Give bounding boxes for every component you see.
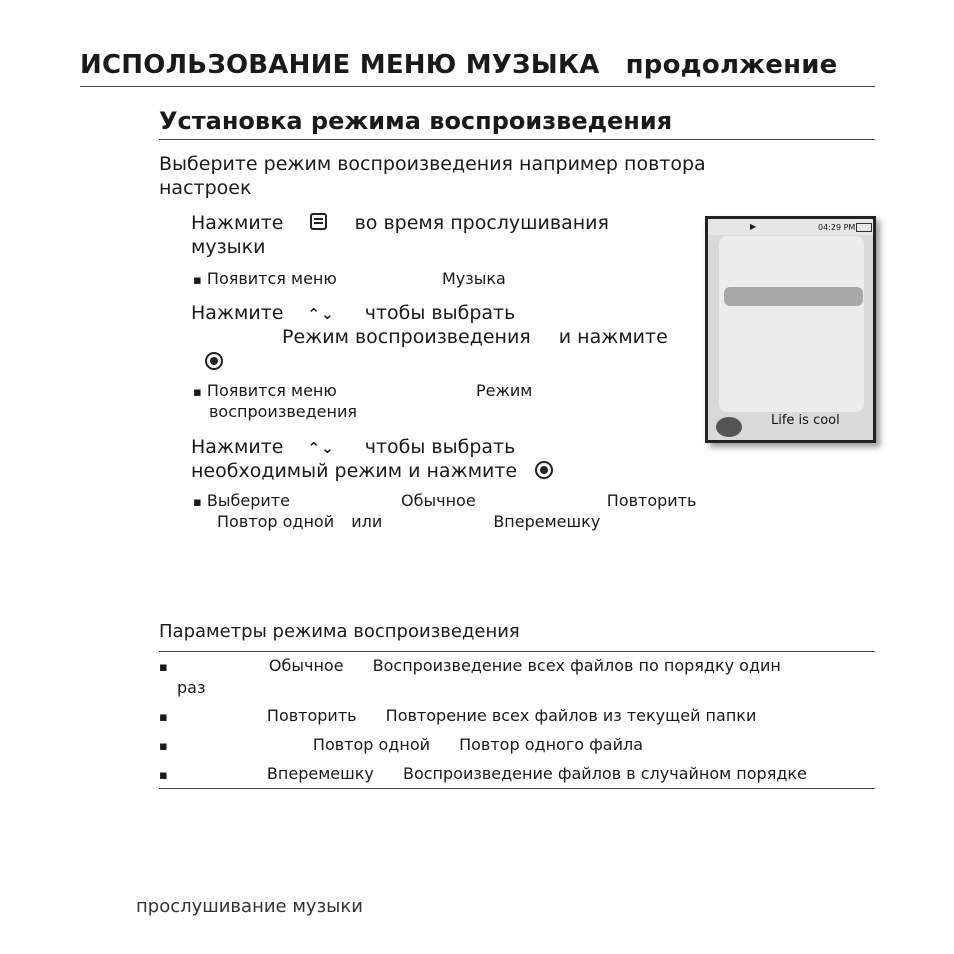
bullet-icon: ▪: [159, 710, 168, 725]
step3-option-repeat: Повторить: [606, 491, 697, 510]
param-name: Повторить: [266, 706, 357, 725]
params-row-shuffle: [159, 764, 807, 783]
bullet-icon: ▪: [193, 495, 202, 510]
step1-bullet: [193, 269, 506, 291]
step3-press: Нажмите: [191, 436, 284, 458]
device-status-bar: [708, 219, 873, 235]
play-icon: ▶: [750, 222, 757, 231]
params-row-repeat: [159, 706, 756, 725]
step2-bullet: [193, 381, 532, 403]
params-row-normal: [159, 656, 781, 675]
step2-bullet-line2: воспроизведения: [209, 402, 357, 421]
device-song-title: Life is cool: [771, 413, 840, 428]
step2-line2: [282, 325, 668, 349]
step2-tail: и нажмите: [558, 326, 668, 348]
step3-line2: [191, 459, 553, 483]
section-rule: [159, 139, 875, 140]
param-desc: Воспроизведение всех файлов по порядку один: [372, 656, 781, 675]
step2-bullet-text: Появится меню: [206, 381, 337, 400]
intro-line-1: Выберите режим воспроизведения например повтора: [159, 153, 706, 175]
disc-icon: [716, 417, 742, 437]
battery-icon: [856, 223, 872, 232]
page-title-main: ИСПОЛЬЗОВАНИЕ МЕНЮ МУЗЫКА: [80, 50, 600, 80]
page-footer: прослушивание музыки: [136, 896, 363, 917]
device-menu-panel: [719, 236, 864, 412]
step1-line1: [191, 211, 609, 235]
step1-line2: музыки: [191, 236, 266, 258]
select-button-icon: [205, 352, 223, 370]
param-name: Обычное: [268, 656, 344, 675]
step1-bullet-menu: Музыка: [441, 269, 506, 288]
step3-line1: [191, 435, 515, 460]
param-name: Повтор одной: [312, 735, 431, 754]
up-down-icon: ⌃⌄: [307, 305, 335, 323]
param-desc: Воспроизведение файлов в случайном порядке: [402, 764, 807, 783]
menu-button-icon: [310, 213, 327, 230]
step3-bullet-line2: [217, 512, 600, 532]
bullet-icon: ▪: [193, 273, 202, 288]
step3-option-normal: Обычное: [401, 491, 476, 510]
param-name: Вперемешку: [266, 764, 374, 783]
step2-rest: чтобы выбрать: [364, 302, 516, 324]
step2-press: Нажмите: [191, 302, 284, 324]
bullet-icon: ▪: [159, 739, 168, 754]
params-row-repeat-one: [159, 735, 643, 754]
bullet-icon: ▪: [159, 768, 168, 783]
params-top-rule: [159, 651, 875, 652]
bullet-icon: ▪: [159, 660, 168, 675]
device-screen: [708, 219, 873, 440]
step2-line1: [191, 301, 515, 326]
step3-bullet: [193, 491, 696, 513]
params-bottom-rule: [159, 788, 875, 789]
step1-press: Нажмите: [191, 212, 284, 234]
page-title: [80, 50, 838, 80]
device-menu-highlight: [724, 287, 863, 306]
device-screenshot: [705, 216, 876, 443]
step3-bullet-text: Выберите: [206, 491, 290, 510]
select-button-icon: [535, 461, 553, 479]
step3-rest: чтобы выбрать: [364, 436, 516, 458]
bullet-icon: ▪: [193, 385, 202, 400]
params-row-normal-line2: раз: [177, 678, 206, 697]
step2-select-icon-wrap: [205, 352, 223, 374]
up-down-icon: ⌃⌄: [307, 439, 335, 457]
step3-option-shuffle: Вперемешку: [493, 512, 601, 531]
title-rule: [80, 86, 875, 87]
device-time: 04:29 PM: [818, 223, 856, 232]
step2-bullet-menu: Режим: [475, 381, 533, 400]
step3-or: или: [351, 512, 383, 531]
step1-bullet-text: Появится меню: [206, 269, 337, 288]
step3-option-repeat-one: Повтор одной: [217, 512, 335, 531]
param-desc: Повторение всех файлов из текущей папки: [385, 706, 757, 725]
step2-menu-name: Режим воспроизведения: [282, 326, 531, 348]
step3-line2-text: необходимый режим и нажмите: [191, 460, 518, 482]
page-title-sub: продолжение: [625, 50, 838, 80]
section-heading: Установка режима воспроизведения: [159, 107, 673, 135]
param-desc: Повтор одного файла: [459, 735, 644, 754]
params-heading: Параметры режима воспроизведения: [159, 621, 520, 642]
intro-line-2: настроек: [159, 177, 252, 199]
step1-rest: во время прослушивания: [354, 212, 609, 234]
